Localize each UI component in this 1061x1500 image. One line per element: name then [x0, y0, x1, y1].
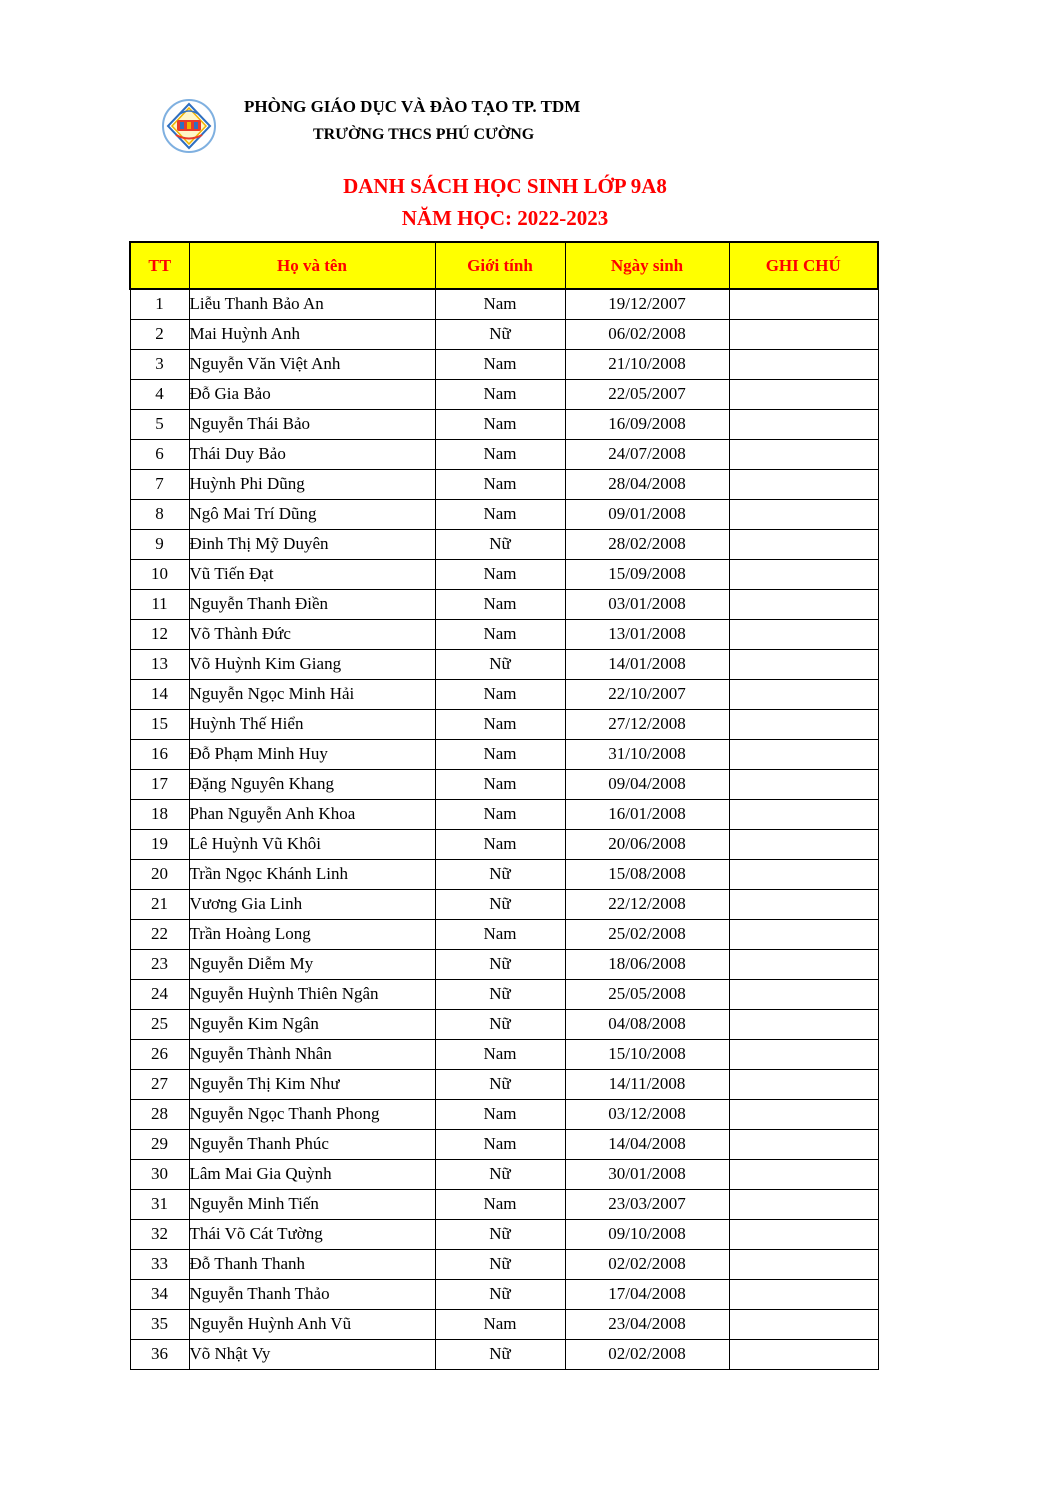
table-row	[130, 1039, 878, 1069]
student-name: Thái Duy Bảo	[189, 439, 435, 469]
student-dob: 18/06/2008	[565, 949, 729, 979]
student-gender: Nữ	[435, 859, 565, 889]
column-header-dob: Ngày sinh	[565, 242, 729, 289]
table-row	[130, 439, 878, 469]
student-note	[729, 739, 878, 769]
table-body	[130, 289, 878, 1369]
table-row	[130, 769, 878, 799]
student-dob: 03/01/2008	[565, 589, 729, 619]
table-row	[130, 559, 878, 589]
table-row	[130, 919, 878, 949]
table-row	[130, 409, 878, 439]
row-number: 28	[130, 1099, 189, 1129]
student-dob: 02/02/2008	[565, 1249, 729, 1279]
table-row	[130, 1279, 878, 1309]
student-dob: 30/01/2008	[565, 1159, 729, 1189]
row-number: 6	[130, 439, 189, 469]
student-note	[729, 889, 878, 919]
student-dob: 04/08/2008	[565, 1009, 729, 1039]
student-gender: Nam	[435, 499, 565, 529]
student-gender: Nam	[435, 559, 565, 589]
table-row	[130, 1159, 878, 1189]
table-row	[130, 499, 878, 529]
row-number: 4	[130, 379, 189, 409]
student-name: Thái Võ Cát Tường	[189, 1219, 435, 1249]
student-dob: 14/01/2008	[565, 649, 729, 679]
student-gender: Nữ	[435, 319, 565, 349]
table-row	[130, 1219, 878, 1249]
table-row	[130, 649, 878, 679]
row-number: 31	[130, 1189, 189, 1219]
row-number: 21	[130, 889, 189, 919]
table-row	[130, 679, 878, 709]
row-number: 9	[130, 529, 189, 559]
table-row	[130, 1309, 878, 1339]
student-table	[129, 241, 879, 1370]
table-row	[130, 589, 878, 619]
row-number: 35	[130, 1309, 189, 1339]
student-dob: 24/07/2008	[565, 439, 729, 469]
student-note	[729, 979, 878, 1009]
row-number: 20	[130, 859, 189, 889]
table-row	[130, 619, 878, 649]
student-dob: 16/01/2008	[565, 799, 729, 829]
student-dob: 14/04/2008	[565, 1129, 729, 1159]
student-dob: 28/02/2008	[565, 529, 729, 559]
row-number: 10	[130, 559, 189, 589]
student-note	[729, 589, 878, 619]
student-gender: Nữ	[435, 1069, 565, 1099]
student-gender: Nam	[435, 1129, 565, 1159]
student-note	[729, 859, 878, 889]
student-name: Võ Huỳnh Kim Giang	[189, 649, 435, 679]
student-name: Nguyễn Ngọc Minh Hải	[189, 679, 435, 709]
student-note	[729, 319, 878, 349]
student-note	[729, 679, 878, 709]
row-number: 15	[130, 709, 189, 739]
student-gender: Nữ	[435, 949, 565, 979]
student-dob: 20/06/2008	[565, 829, 729, 859]
student-dob: 15/10/2008	[565, 1039, 729, 1069]
row-number: 23	[130, 949, 189, 979]
table-row	[130, 1099, 878, 1129]
table-row	[130, 739, 878, 769]
student-gender: Nam	[435, 1099, 565, 1129]
student-dob: 09/01/2008	[565, 499, 729, 529]
row-number: 8	[130, 499, 189, 529]
column-header-gender: Giới tính	[435, 242, 565, 289]
student-note	[729, 499, 878, 529]
row-number: 34	[130, 1279, 189, 1309]
student-gender: Nam	[435, 829, 565, 859]
student-note	[729, 1189, 878, 1219]
student-note	[729, 949, 878, 979]
row-number: 29	[130, 1129, 189, 1159]
student-name: Nguyễn Thành Nhân	[189, 1039, 435, 1069]
student-name: Lâm Mai Gia Quỳnh	[189, 1159, 435, 1189]
table-row	[130, 469, 878, 499]
student-name: Đỗ Thanh Thanh	[189, 1249, 435, 1279]
student-gender: Nam	[435, 349, 565, 379]
row-number: 1	[130, 289, 189, 319]
student-note	[729, 289, 878, 319]
student-dob: 23/04/2008	[565, 1309, 729, 1339]
student-dob: 23/03/2007	[565, 1189, 729, 1219]
student-gender: Nữ	[435, 1339, 565, 1369]
table-row	[130, 1249, 878, 1279]
student-dob: 27/12/2008	[565, 709, 729, 739]
column-header-tt: TT	[130, 242, 189, 289]
student-note	[729, 1159, 878, 1189]
student-gender: Nữ	[435, 1249, 565, 1279]
student-note	[729, 1219, 878, 1249]
department-name: PHÒNG GIÁO DỤC VÀ ĐÀO TẠO TP. TDM	[244, 97, 581, 116]
school-name: TRƯỜNG THCS PHÚ CƯỜNG	[313, 126, 535, 143]
student-gender: Nữ	[435, 649, 565, 679]
student-name: Đỗ Phạm Minh Huy	[189, 739, 435, 769]
student-dob: 28/04/2008	[565, 469, 729, 499]
student-gender: Nam	[435, 469, 565, 499]
school-logo-icon	[160, 98, 218, 154]
student-note	[729, 409, 878, 439]
row-number: 17	[130, 769, 189, 799]
student-gender: Nam	[435, 379, 565, 409]
row-number: 22	[130, 919, 189, 949]
student-note	[729, 799, 878, 829]
row-number: 27	[130, 1069, 189, 1099]
student-dob: 15/08/2008	[565, 859, 729, 889]
student-dob: 25/02/2008	[565, 919, 729, 949]
student-name: Nguyễn Minh Tiến	[189, 1189, 435, 1219]
student-note	[729, 1279, 878, 1309]
student-name: Ngô Mai Trí Dũng	[189, 499, 435, 529]
student-name: Huỳnh Phi Dũng	[189, 469, 435, 499]
student-note	[729, 1009, 878, 1039]
student-note	[729, 469, 878, 499]
row-number: 7	[130, 469, 189, 499]
table-row	[130, 289, 878, 319]
row-number: 2	[130, 319, 189, 349]
student-dob: 06/02/2008	[565, 319, 729, 349]
student-note	[729, 1339, 878, 1369]
student-name: Phan Nguyễn Anh Khoa	[189, 799, 435, 829]
student-name: Trần Ngọc Khánh Linh	[189, 859, 435, 889]
student-gender: Nam	[435, 589, 565, 619]
student-note	[729, 829, 878, 859]
student-note	[729, 769, 878, 799]
student-name: Huỳnh Thế Hiển	[189, 709, 435, 739]
student-name: Nguyễn Thị Kim Như	[189, 1069, 435, 1099]
student-name: Đinh Thị Mỹ Duyên	[189, 529, 435, 559]
row-number: 14	[130, 679, 189, 709]
student-note	[729, 709, 878, 739]
table-row	[130, 979, 878, 1009]
student-gender: Nữ	[435, 1009, 565, 1039]
student-gender: Nam	[435, 679, 565, 709]
student-note	[729, 1249, 878, 1279]
student-name: Lê Huỳnh Vũ Khôi	[189, 829, 435, 859]
table-row	[130, 1009, 878, 1039]
student-name: Võ Thành Đức	[189, 619, 435, 649]
school-year: NĂM HỌC: 2022-2023	[401, 206, 609, 230]
student-gender: Nam	[435, 919, 565, 949]
student-dob: 17/04/2008	[565, 1279, 729, 1309]
row-number: 33	[130, 1249, 189, 1279]
student-note	[729, 529, 878, 559]
student-name: Đặng Nguyên Khang	[189, 769, 435, 799]
student-name: Vũ Tiến Đạt	[189, 559, 435, 589]
row-number: 13	[130, 649, 189, 679]
student-dob: 15/09/2008	[565, 559, 729, 589]
student-gender: Nữ	[435, 889, 565, 919]
student-name: Nguyễn Huỳnh Thiên Ngân	[189, 979, 435, 1009]
table-row	[130, 1339, 878, 1369]
student-note	[729, 919, 878, 949]
table-row	[130, 859, 878, 889]
student-name: Vương Gia Linh	[189, 889, 435, 919]
student-gender: Nữ	[435, 529, 565, 559]
student-dob: 31/10/2008	[565, 739, 729, 769]
table-row	[130, 379, 878, 409]
student-gender: Nam	[435, 289, 565, 319]
student-note	[729, 619, 878, 649]
student-gender: Nữ	[435, 1159, 565, 1189]
student-name: Mai Huỳnh Anh	[189, 319, 435, 349]
student-note	[729, 649, 878, 679]
row-number: 18	[130, 799, 189, 829]
table-row	[130, 829, 878, 859]
student-gender: Nam	[435, 1189, 565, 1219]
student-dob: 09/04/2008	[565, 769, 729, 799]
student-name: Nguyễn Diễm My	[189, 949, 435, 979]
student-gender: Nữ	[435, 1219, 565, 1249]
student-name: Nguyễn Thanh Điền	[189, 589, 435, 619]
row-number: 36	[130, 1339, 189, 1369]
student-note	[729, 1039, 878, 1069]
row-number: 16	[130, 739, 189, 769]
table-row	[130, 1129, 878, 1159]
row-number: 11	[130, 589, 189, 619]
student-name: Nguyễn Thanh Thảo	[189, 1279, 435, 1309]
row-number: 5	[130, 409, 189, 439]
table-header-row	[130, 242, 878, 289]
student-gender: Nam	[435, 619, 565, 649]
student-name: Trần Hoàng Long	[189, 919, 435, 949]
student-name: Nguyễn Kim Ngân	[189, 1009, 435, 1039]
student-dob: 22/10/2007	[565, 679, 729, 709]
table-row	[130, 349, 878, 379]
student-gender: Nam	[435, 409, 565, 439]
student-dob: 13/01/2008	[565, 619, 729, 649]
student-name: Võ Nhật Vy	[189, 1339, 435, 1369]
student-name: Nguyễn Văn Việt Anh	[189, 349, 435, 379]
student-dob: 19/12/2007	[565, 289, 729, 319]
table-row	[130, 799, 878, 829]
student-dob: 22/12/2008	[565, 889, 729, 919]
student-gender: Nữ	[435, 979, 565, 1009]
student-dob: 03/12/2008	[565, 1099, 729, 1129]
row-number: 3	[130, 349, 189, 379]
row-number: 12	[130, 619, 189, 649]
student-note	[729, 1129, 878, 1159]
student-gender: Nam	[435, 1309, 565, 1339]
student-note	[729, 1069, 878, 1099]
student-dob: 21/10/2008	[565, 349, 729, 379]
table-row	[130, 889, 878, 919]
student-dob: 09/10/2008	[565, 1219, 729, 1249]
student-name: Nguyễn Thanh Phúc	[189, 1129, 435, 1159]
table-row	[130, 949, 878, 979]
student-dob: 16/09/2008	[565, 409, 729, 439]
document-title: DANH SÁCH HỌC SINH LỚP 9A8	[343, 174, 667, 198]
student-note	[729, 1309, 878, 1339]
table-row	[130, 709, 878, 739]
table-row	[130, 319, 878, 349]
column-header-note: GHI CHÚ	[729, 242, 878, 289]
student-note	[729, 349, 878, 379]
student-name: Nguyễn Ngọc Thanh Phong	[189, 1099, 435, 1129]
table-row	[130, 1189, 878, 1219]
row-number: 19	[130, 829, 189, 859]
row-number: 30	[130, 1159, 189, 1189]
student-dob: 25/05/2008	[565, 979, 729, 1009]
student-note	[729, 439, 878, 469]
student-dob: 22/05/2007	[565, 379, 729, 409]
column-header-name: Họ và tên	[189, 242, 435, 289]
student-name: Nguyễn Huỳnh Anh Vũ	[189, 1309, 435, 1339]
student-note	[729, 1099, 878, 1129]
student-gender: Nam	[435, 439, 565, 469]
student-dob: 14/11/2008	[565, 1069, 729, 1099]
student-name: Liễu Thanh Bảo An	[189, 289, 435, 319]
student-name: Nguyễn Thái Bảo	[189, 409, 435, 439]
student-gender: Nam	[435, 769, 565, 799]
table-row	[130, 1069, 878, 1099]
student-gender: Nữ	[435, 1279, 565, 1309]
student-note	[729, 559, 878, 589]
student-dob: 02/02/2008	[565, 1339, 729, 1369]
row-number: 32	[130, 1219, 189, 1249]
row-number: 24	[130, 979, 189, 1009]
student-gender: Nam	[435, 799, 565, 829]
student-note	[729, 379, 878, 409]
table-row	[130, 529, 878, 559]
row-number: 26	[130, 1039, 189, 1069]
student-gender: Nam	[435, 1039, 565, 1069]
student-gender: Nam	[435, 709, 565, 739]
row-number: 25	[130, 1009, 189, 1039]
student-gender: Nam	[435, 739, 565, 769]
student-name: Đỗ Gia Bảo	[189, 379, 435, 409]
